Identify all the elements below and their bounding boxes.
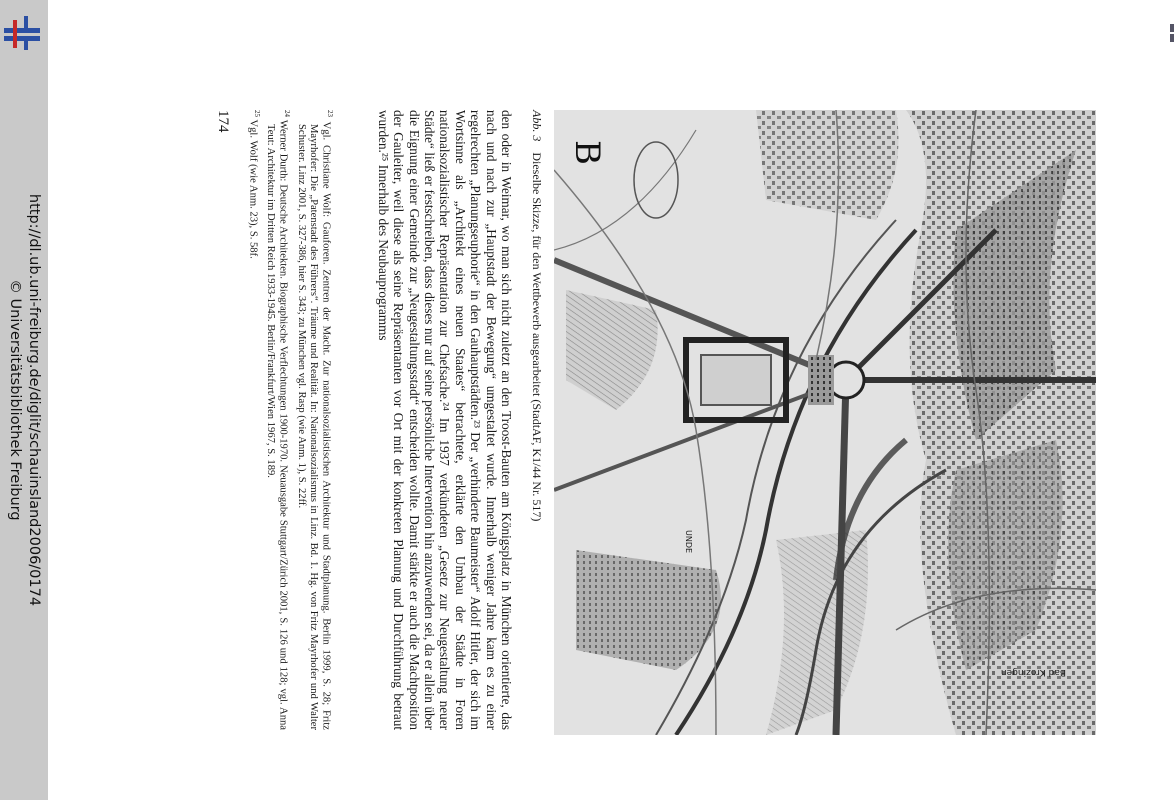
book-page [109, 80, 1109, 730]
map-label-district: UNDE [684, 530, 693, 554]
footnote-25 [246, 110, 263, 730]
footnote-number: 24 [283, 110, 292, 117]
copyright-notice: © Universitätsbibliothek Freiburg [7, 279, 23, 521]
body-paragraph: den oder in Weimar, wo man sich nicht zuletzt an den Troost-Bauten am Königsplatz in München orientierte, das nach und nach zur „Hauptstadt der Bewegung“ umgestaltet wurde. Innerhalb weniger Jahre kam es zu einer regelrechten „Planungseuphorie“ in den Gauhauptstädten.²³ Der „verhinderte Baumeister“ Adolf Hitler, der sich im Wortsinne als „Architekt eines neuen Staates“ betrachtete, erklärte den Umbau der Städte in Foren nationalsozialistischer Repräsentation zur Chefsache.²⁴ Im 1937 verkündeten „Gesetz zur Neugestaltung neuer Städte“ ließ er festschreiben, dass dieses nur auf seine persönliche Intervention hin anzuwenden sei, da er allein über die Eignung einer Gemeinde zur „Neugestaltungsstadt“ entscheiden wollte. Damit stärkte er auch die Machtposition der Gauleiter, weil diese als seine Repräsentanten vor Ort mit der konkreten Planung und Durchführung betraut wurden.²⁵ Innerhalb des Neubauprogramms [375, 110, 514, 730]
figure-caption [529, 110, 544, 730]
footnote-23 [294, 110, 336, 730]
university-library-logo-icon [0, 14, 44, 54]
footnotes [245, 110, 336, 730]
footnote-24 [264, 110, 293, 730]
page-number: 174 [215, 110, 231, 133]
footnote-number: 23 [326, 110, 334, 117]
viewer-sidebar [0, 0, 48, 800]
page-viewport [50, 0, 1168, 800]
body-text [375, 110, 514, 730]
viewer-edge-marks [1166, 24, 1174, 784]
footnote-text: Vgl. Wolf (wie Anm. 23), S. 58f. [247, 119, 259, 259]
source-url-block [5, 194, 43, 606]
figure-label: Abb. 3 [530, 110, 544, 142]
city-plan-map-image [554, 110, 1096, 735]
map-label-b: B [567, 140, 607, 165]
footnote-text: Werner Durth: Deutsche Architekten. Biographische Verflechtungen 1900-1970. Neuausgabe Stuttgart/Zürich 2001, S. 126 und 128; vgl. Anna Teut: Architektur im Dritten Reich 1933-1945. Berlin/Frankfurt/Wien 1967, S. 189. [265, 119, 289, 730]
figure-caption-text: Dieselbe Skizze, für den Wettbewerb ausgearbeitet (StadtAF, K1/44 Nr. 517) [530, 152, 544, 522]
footnote-number: 25 [252, 110, 261, 117]
map-label-place: Bad Krozingen [1000, 667, 1066, 677]
source-url[interactable]: http://dl.ub.uni-freiburg.de/diglit/schauinsland2006/0174 [26, 193, 42, 607]
footnote-text: Vgl. Christiane Wolf: Gauforen. Zentren der Macht. Zur nationalsozialistischen Architektur und Stadtplanung. Berlin 1999, S. 28; Fritz Mayrhofer: Die „Patenstadt des Führers“. Träume und Realität. In: Nationalsozialismus in Linz. Bd. 1. Hg. von Fritz Mayrhofer und Walter Schuster. Linz 2001, S. 327-386, hier S. 343; zu München vgl. Rasp (wie Anm. 1), S. 22ff. [295, 121, 332, 730]
